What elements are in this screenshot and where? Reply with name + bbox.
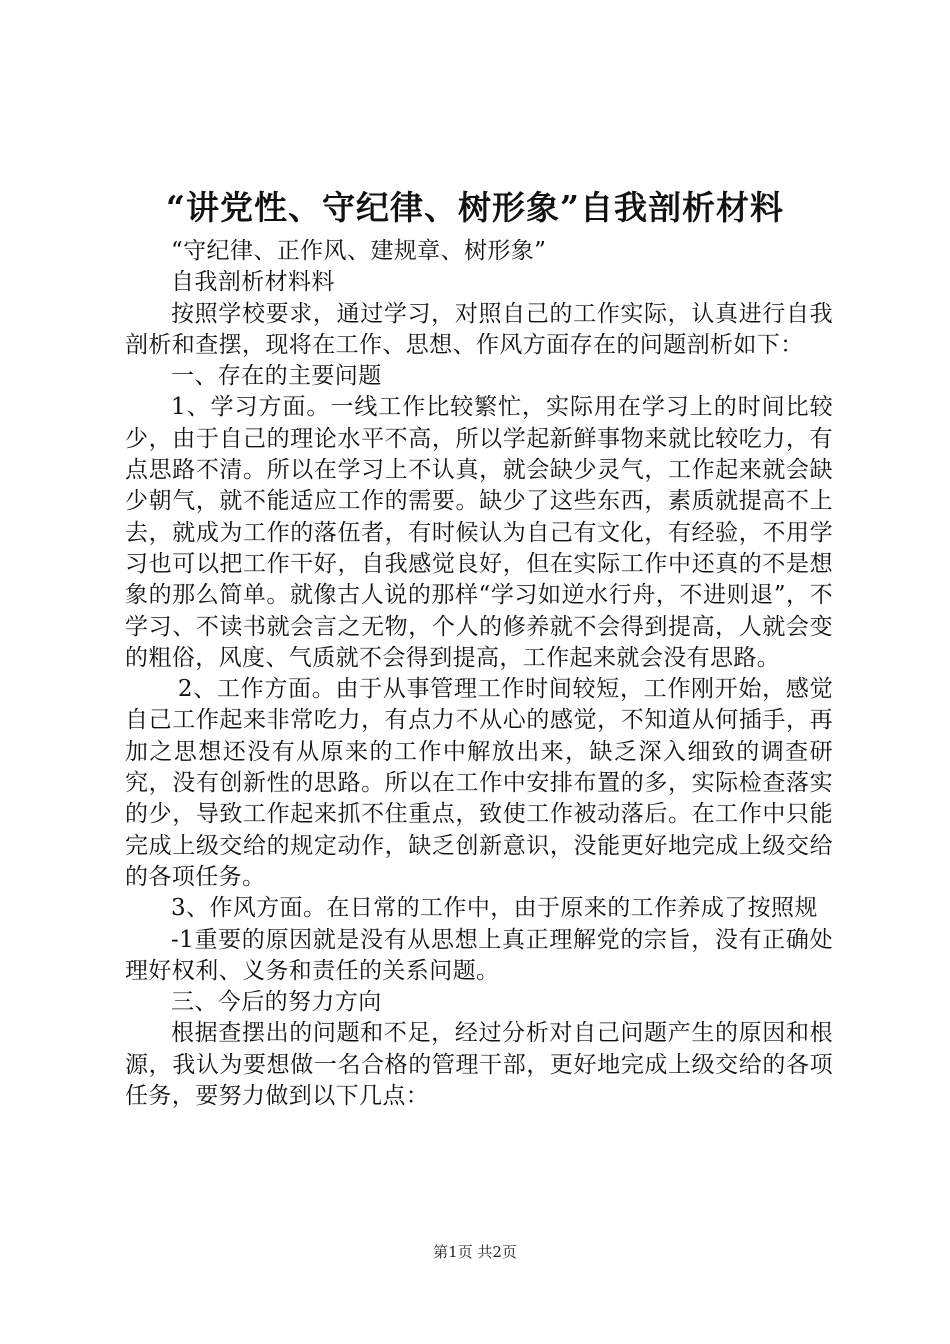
paragraph-style: 3、作风方面。在日常的工作中，由于原来的工作养成了按照规	[171, 895, 818, 922]
paragraph-study: 1、学习方面。一线工作比较繁忙，实际用在学习上的时间比较少，由于自己的理论水平不高，所以学起新鲜事物来就比较吃力，有点思路不清。所以在学习上不认真，就会缺少灵气，工作起来就会缺少朝气，就不能适应工作的需要。缺少了这些东西，素质就提高不上去，就成为工作的落伍者，有时候认为自己有文化，有经验，不用学习也可以把工作干好，自我感觉良好，但在实际工作中还真的不是想象的那么简单。就像古人说的那样“学习如逆水行舟，不进则退”，不学习、不读书就会言之无物，个人的修养就不会得到提高，人就会变的粗俗，风度、气质就不会得到提高，工作起来就会没有思路。	[125, 394, 833, 671]
section-heading-problems: 一、存在的主要问题	[171, 363, 382, 390]
subtitle-paragraph: “守纪律、正作风、建规章、树形象”	[171, 238, 547, 264]
document-body	[125, 236, 833, 1112]
page-footer: 第1页 共2页	[433, 1243, 517, 1261]
paragraph-conclusion: 根据查摆出的问题和不足，经过分析对自己问题产生的原因和根源，我认为要想做一名合格的管理干部，更好地完成上级交给的各项任务，要努力做到以下几点：	[125, 1020, 833, 1110]
subtitle-paragraph-2: 自我剖析材料料	[171, 269, 335, 296]
paragraph-work: 2、工作方面。由于从事管理工作时间较短，工作刚开始，感觉自己工作起来非常吃力，有点力不从心的感觉，不知道从何插手，再加之思想还没有从原来的工作中解放出来，缺乏深入细致的调查研究，没有创新性的思路。所以在工作中安排布置的多，实际检查落实的少，导致工作起来抓不住重点，致使工作被动落后。在工作中只能完成上级交给的规定动作，缺乏创新意识，没能更好地完成上级交给的各项任务。	[125, 676, 833, 890]
section-heading-direction: 三、今后的努力方向	[171, 989, 382, 1016]
paragraph-reason: -1重要的原因就是没有从思想上真正理解党的宗旨，没有正确处理好权利、义务和责任的关系问题。	[125, 926, 833, 984]
intro-paragraph: 按照学校要求，通过学习，对照自己的工作实际，认真进行自我剖析和查摆，现将在工作、思想、作风方面存在的问题剖析如下：	[125, 300, 833, 358]
document-title: “讲党性、守纪律、树形象”自我剖析材料	[166, 188, 784, 227]
